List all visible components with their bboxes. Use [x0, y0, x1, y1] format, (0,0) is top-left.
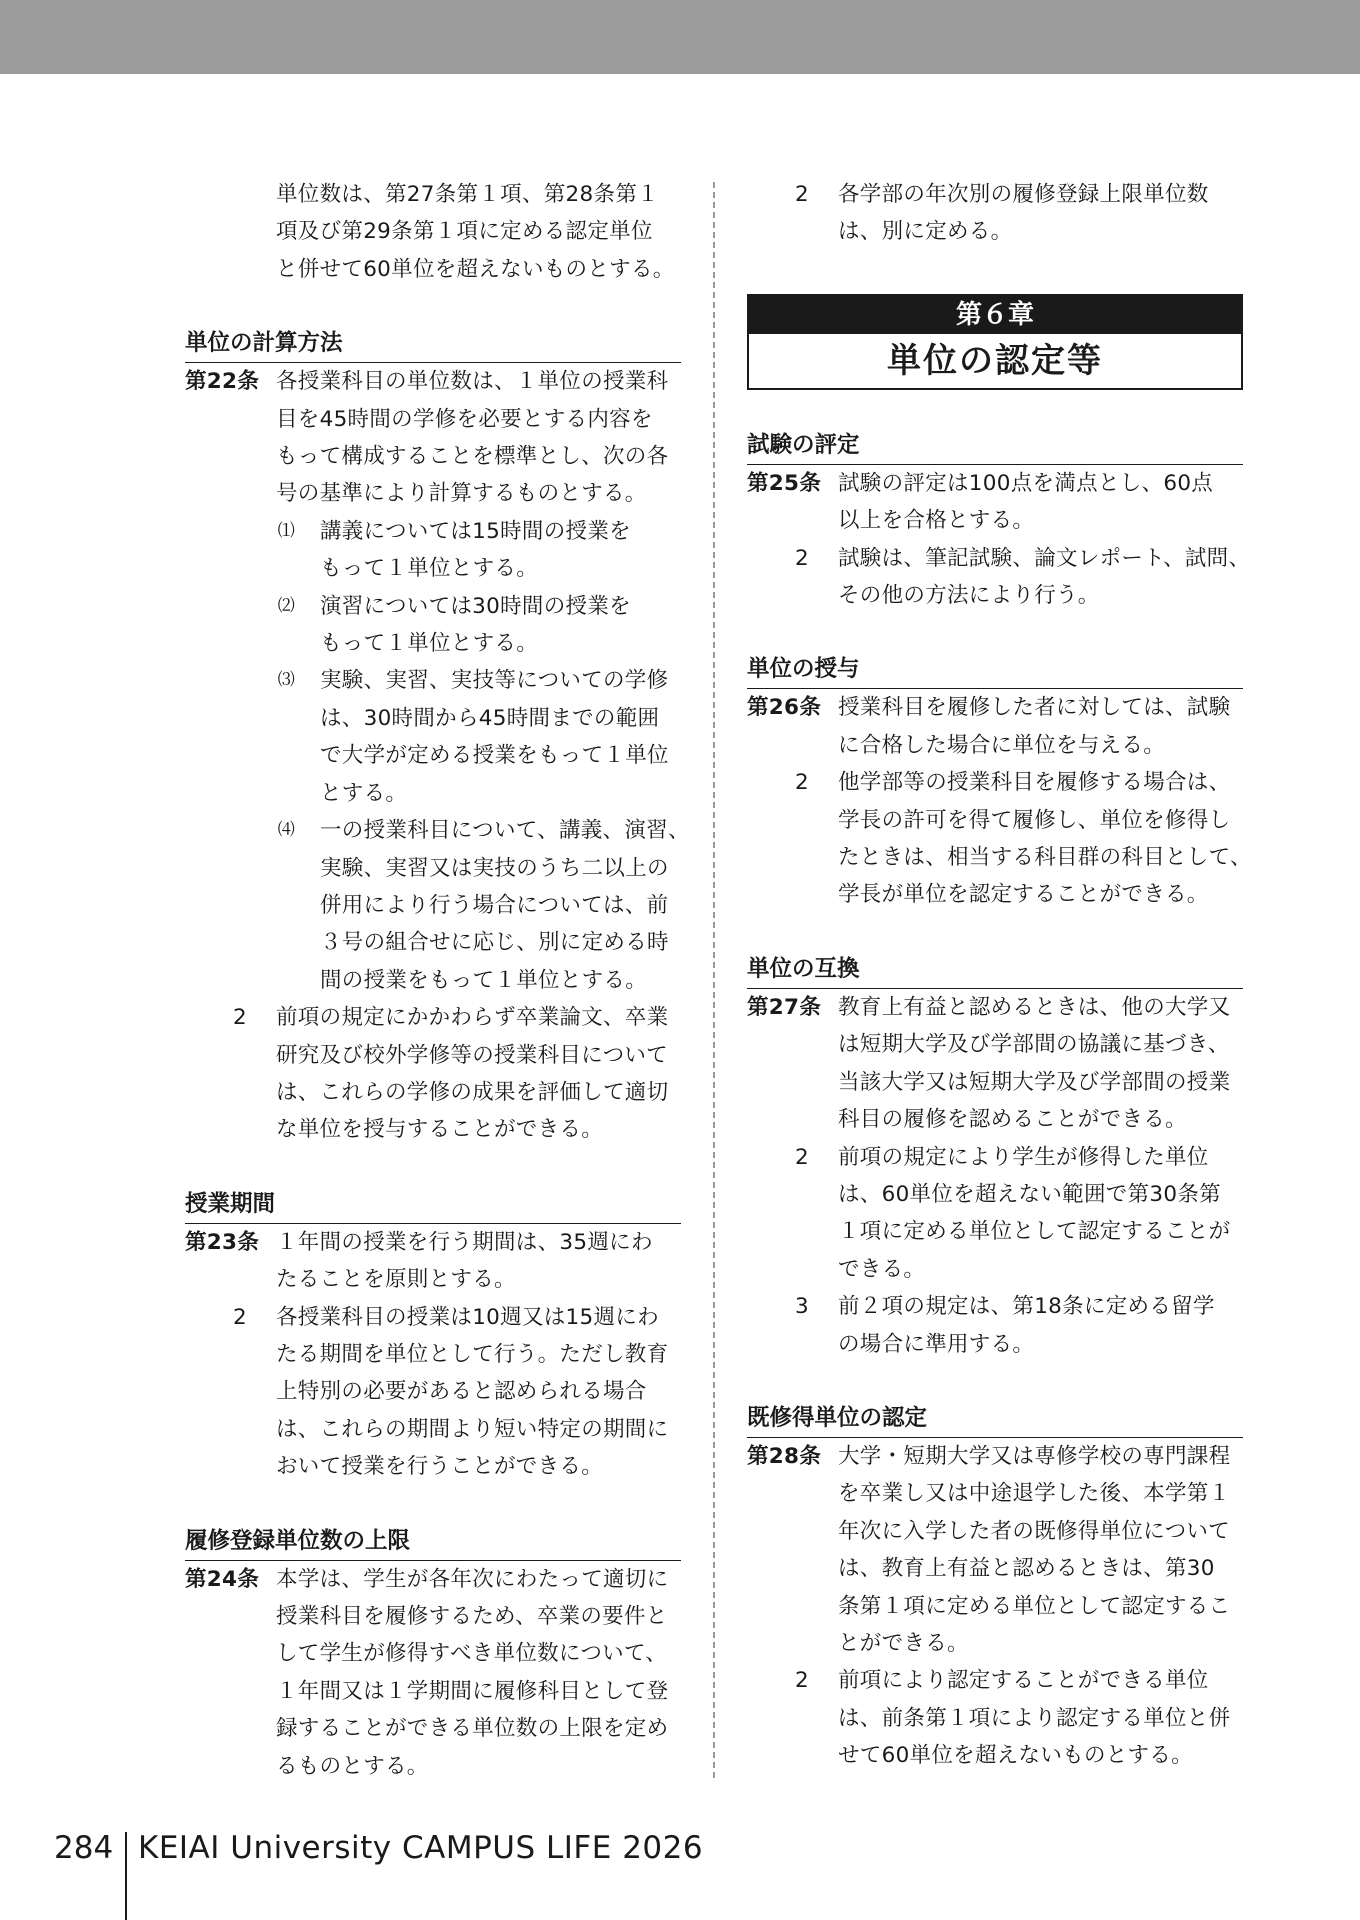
indent-spacer [185, 176, 276, 288]
item-number: ⑶ [277, 670, 295, 691]
text-line: 演習については30時間の授業を [320, 593, 631, 619]
footer-divider [125, 1832, 127, 1920]
paragraph-text [276, 1299, 681, 1486]
paragraph-text [276, 176, 681, 288]
text-line: に合格した場合に単位を与える。 [838, 732, 1166, 758]
paragraph-text [276, 1224, 681, 1299]
list-item [185, 812, 690, 999]
paragraph-text [838, 989, 1243, 1139]
text-line: 各授業科目の授業は10週又は15週にわ [276, 1304, 659, 1330]
section-heading: 単位の互換 [747, 952, 1243, 989]
right-column [747, 176, 1252, 1775]
article [747, 689, 1243, 764]
text-line: は、60単位を超えない範囲で第30条第 [838, 1181, 1221, 1207]
section-heading: 既修得単位の認定 [747, 1401, 1243, 1438]
chapter-heading-box [747, 294, 1243, 390]
text-line: は、教育上有益と認めるときは、第30 [838, 1556, 1215, 1582]
text-line: 研究及び校外学修等の授業科目について [276, 1042, 668, 1068]
text-line: 当該大学又は短期大学及び学部間の授業 [838, 1069, 1231, 1095]
article-section [747, 428, 1251, 615]
text-line: の場合に準用する。 [838, 1331, 1035, 1357]
text-line: と併せて60単位を超えないものとする。 [276, 256, 675, 282]
article-number: 第28条 [747, 1443, 822, 1469]
text-line: もって構成することを標準とし、次の各 [276, 444, 669, 470]
article-number: 第23条 [185, 1229, 260, 1255]
text-line: るものとする。 [276, 1753, 429, 1779]
paragraph-number: 2 [795, 770, 809, 796]
text-line: 講義については15時間の授業を [320, 518, 631, 544]
article [747, 465, 1243, 540]
text-line: 大学・短期大学又は専修学校の専門課程 [838, 1443, 1231, 1469]
article-section [747, 1401, 1243, 1775]
column-divider [713, 182, 715, 1778]
page-number: 284 [54, 1830, 114, 1866]
article-paragraph [747, 1662, 1243, 1774]
paragraph-text [838, 1438, 1243, 1662]
list-item [185, 588, 681, 663]
continued-paragraph-row [185, 176, 681, 288]
text-line: は、これらの期間より短い特定の期間に [276, 1416, 669, 1442]
item-number: ⑷ [277, 820, 295, 841]
section-heading: 試験の評定 [747, 428, 1243, 465]
text-line: 上特別の必要があると認められる場合 [276, 1379, 647, 1405]
article-paragraph [185, 999, 681, 1149]
text-line: は、前条第１項により認定する単位と併 [838, 1705, 1231, 1731]
article-section [185, 1187, 681, 1486]
paragraph-text [276, 1561, 681, 1785]
text-line: 各学部の年次別の履修登録上限単位数 [838, 182, 1209, 207]
article-number: 第26条 [747, 695, 822, 721]
left-column [185, 176, 690, 1785]
text-line: 前項の規定にかかわらず卒業論文、卒業 [276, 1005, 669, 1031]
text-line: １項に定める単位として認定することが [838, 1219, 1231, 1245]
paragraph-text [838, 465, 1243, 540]
text-line: 単位数は、第27条第１項、第28条第１ [276, 182, 659, 207]
text-line: 目を45時間の学修を必要とする内容を [276, 406, 653, 432]
text-line: 科目の履修を認めることができる。 [838, 1107, 1187, 1133]
text-line: 学長が単位を認定することができる。 [838, 882, 1209, 908]
paragraph-text [276, 999, 681, 1149]
text-line: で大学が定める授業をもって１単位 [320, 743, 669, 769]
text-line: 試験は、筆記試験、論文レポート、試問、 [838, 545, 1251, 571]
paragraph-text [838, 689, 1243, 764]
section-heading: 単位の計算方法 [185, 326, 681, 363]
paragraph-number: 2 [233, 1304, 247, 1330]
text-line: たる期間を単位として行う。ただし教育 [276, 1341, 669, 1367]
text-line: 以上を合格とする。 [838, 508, 1035, 534]
article-paragraph [747, 764, 1252, 914]
item-text [320, 588, 681, 663]
text-line: 前２項の規定は、第18条に定める留学 [838, 1294, 1215, 1320]
section-heading: 授業期間 [185, 1187, 681, 1224]
paragraph-number: 2 [795, 545, 809, 571]
article-number: 第22条 [185, 369, 260, 395]
article-number: 第24条 [185, 1566, 260, 1592]
text-line: な単位を授与することができる。 [276, 1117, 604, 1143]
text-line: たることを原則とする。 [276, 1267, 516, 1293]
article-paragraph [185, 1299, 681, 1486]
text-line: 条第１項に定める単位として認定するこ [838, 1593, 1231, 1619]
paragraph-number: 2 [795, 182, 809, 207]
article-number: 第25条 [747, 470, 822, 496]
item-text [320, 513, 681, 588]
article-paragraph [747, 1288, 1243, 1363]
carryover-paragraph [747, 176, 1243, 251]
item-text [320, 662, 681, 812]
paragraph-number: 2 [233, 1005, 247, 1031]
paragraph-text [838, 764, 1252, 914]
section-heading: 履修登録単位数の上限 [185, 1524, 681, 1561]
paragraph-text [838, 1288, 1243, 1363]
article-paragraph [747, 176, 1243, 251]
item-text [320, 812, 690, 999]
text-line: は、30時間から45時間までの範囲 [320, 705, 660, 731]
publication-title: KEIAI University CAMPUS LIFE 2026 [138, 1830, 704, 1866]
text-line: おいて授業を行うことができる。 [276, 1454, 604, 1480]
text-line: 項及び第29条第１項に定める認定単位 [276, 219, 653, 245]
text-line: 他学部等の授業科目を履修する場合は、 [838, 770, 1231, 796]
paragraph-text [838, 540, 1250, 615]
article [185, 1224, 681, 1299]
top-header-bar [0, 0, 1360, 74]
text-line: とができる。 [838, 1630, 969, 1656]
list-item [185, 513, 681, 588]
text-line: を卒業し又は中途退学した後、本学第１ [838, 1481, 1231, 1507]
article [747, 989, 1243, 1139]
continued-paragraph [185, 176, 681, 288]
text-line: できる。 [838, 1256, 926, 1282]
paragraph-text [838, 176, 1243, 251]
text-line: は、これらの学修の成果を評価して適切 [276, 1079, 669, 1105]
article-paragraph [747, 1139, 1243, 1289]
text-line: もって１単位とする。 [320, 556, 539, 582]
article-section [747, 652, 1252, 913]
paragraph-text [838, 1662, 1243, 1774]
item-number: ⑵ [277, 595, 295, 616]
text-line: 併用により行う場合については、前 [320, 892, 669, 918]
text-line: せて60単位を超えないものとする。 [838, 1743, 1193, 1769]
text-line: 実験、実習又は実技のうち二以上の [320, 855, 669, 881]
text-line: たときは、相当する科目群の科目として、 [838, 845, 1252, 871]
text-line: １年間又は１学期間に履修科目として登 [276, 1678, 669, 1704]
text-line: 号の基準により計算するものとする。 [276, 481, 647, 507]
item-number: ⑴ [277, 520, 295, 541]
text-line: は、別に定める。 [838, 219, 1013, 245]
text-line: 一の授業科目について、講義、演習、 [320, 818, 690, 844]
text-line: 録することができる単位数の上限を定め [276, 1716, 669, 1742]
chapter-number: 第６章 [749, 296, 1241, 334]
text-line: 学長の許可を得て履修し、単位を修得し [838, 807, 1231, 833]
text-line: 各授業科目の単位数は、１単位の授業科 [276, 369, 669, 395]
text-line: 授業科目を履修した者に対しては、試験 [838, 695, 1231, 721]
article-section [747, 952, 1243, 1363]
article-section [185, 1524, 681, 1785]
text-line: 教育上有益と認めるときは、他の大学又 [838, 994, 1231, 1020]
paragraph-text [838, 1139, 1243, 1289]
paragraph-text [276, 363, 681, 513]
paragraph-number: 3 [795, 1294, 809, 1320]
paragraph-number: 2 [795, 1144, 809, 1170]
text-line: 試験の評定は100点を満点とし、60点 [838, 470, 1214, 496]
article [185, 1561, 681, 1785]
list-item [185, 662, 681, 812]
article [747, 1438, 1243, 1662]
text-line: 前項により認定することができる単位 [838, 1668, 1209, 1694]
chapter-title: 単位の認定等 [887, 340, 1103, 381]
section-heading: 単位の授与 [747, 652, 1243, 689]
text-line: １年間の授業を行う期間は、35週にわ [276, 1229, 653, 1255]
text-line: して学生が修得すべき単位数について、 [276, 1641, 668, 1667]
text-line: 年次に入学した者の既修得単位について [838, 1518, 1230, 1544]
text-line: 授業科目を履修するため、卒業の要件と [276, 1604, 668, 1629]
text-line: その他の方法により行う。 [838, 583, 1100, 609]
paragraph-number: 2 [795, 1668, 809, 1694]
article-section [185, 326, 690, 1149]
text-line: 本学は、学生が各年次にわたって適切に [276, 1566, 669, 1592]
text-line: もって１単位とする。 [320, 631, 539, 657]
article-paragraph [747, 540, 1251, 615]
text-line: 前項の規定により学生が修得した単位 [838, 1144, 1209, 1170]
text-line: 実験、実習、実技等についての学修 [320, 668, 669, 694]
article [185, 363, 681, 513]
article-number: 第27条 [747, 994, 822, 1020]
right-sections [747, 428, 1252, 1775]
left-sections [185, 326, 690, 1785]
text-line: ３号の組合せに応じ、別に定める時 [320, 930, 669, 956]
text-line: は短期大学及び学部間の協議に基づき、 [838, 1032, 1230, 1058]
text-line: 間の授業をもって１単位とする。 [320, 967, 648, 993]
text-line: とする。 [320, 780, 408, 806]
